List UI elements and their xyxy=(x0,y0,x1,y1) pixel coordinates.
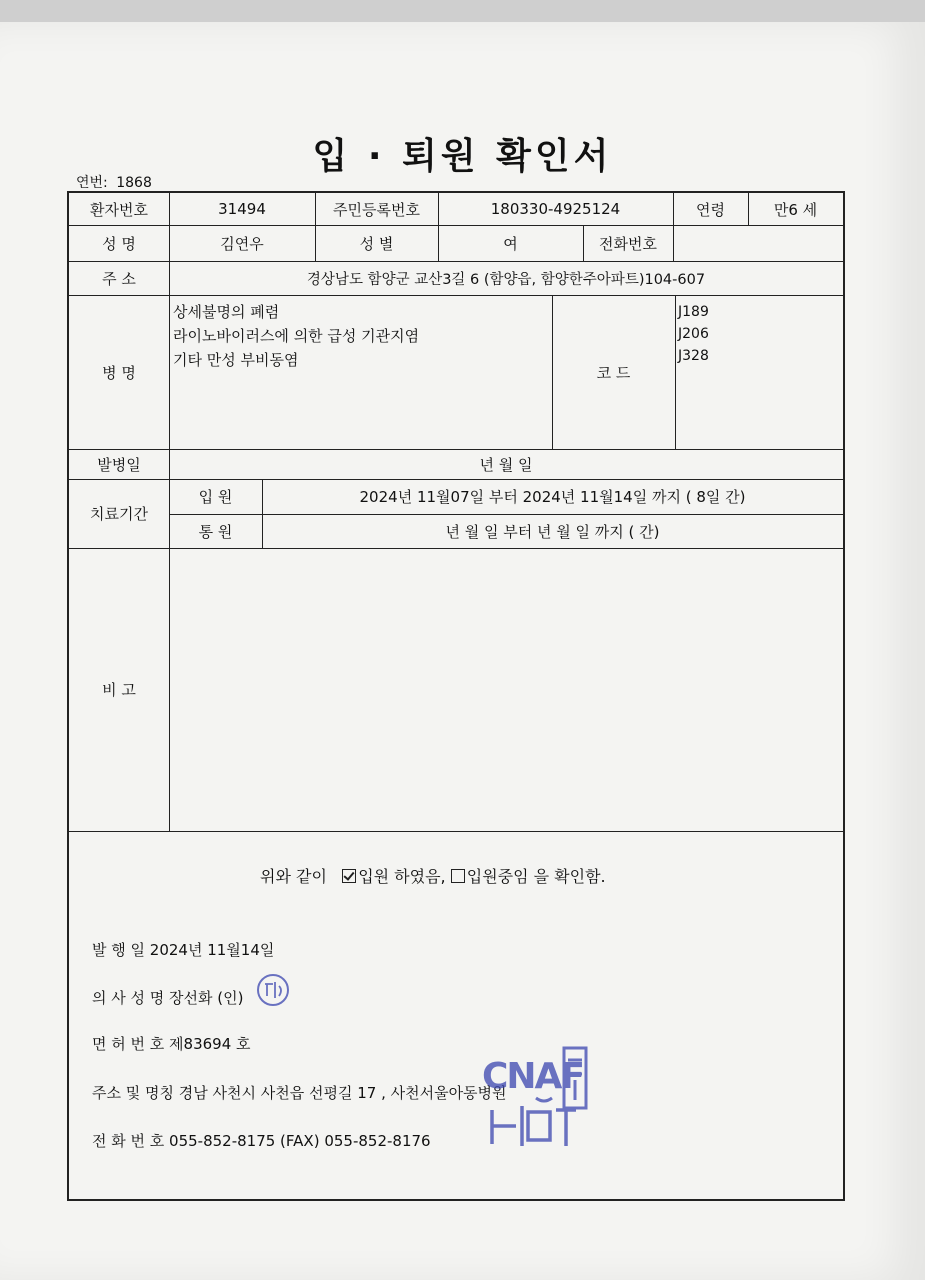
diagnosis-item: 라이노바이러스에 의한 급성 기관지염 xyxy=(173,327,420,345)
serial-number xyxy=(76,172,152,192)
age-label: 연령 xyxy=(696,200,725,219)
code-item: J206 xyxy=(678,326,709,342)
svg-text:CNAF: CNAF xyxy=(482,1056,584,1097)
inpatient-period: 2024년 11월07일 부터 2024년 11월14일 까지 ( 8일 간) xyxy=(359,488,746,506)
document-title: 입 · 퇴원 확인서 xyxy=(312,136,613,177)
address-label: 주 소 xyxy=(102,269,136,288)
phone-value xyxy=(673,225,843,261)
phone-label: 전화번호 xyxy=(599,234,657,253)
confirmation-prefix: 위와 같이 xyxy=(260,867,327,886)
onset-value: 년 월 일 xyxy=(479,455,533,474)
serial-label: 연번: xyxy=(76,175,108,191)
outpatient-label: 통 원 xyxy=(198,522,233,541)
resident-no-label: 주민등록번호 xyxy=(333,200,420,219)
hospital-address: 주소 및 명칭 경남 사천시 사천읍 선평길 17 , 사천서울아동병원 xyxy=(92,1084,507,1102)
inpatient-checkbox xyxy=(451,869,465,883)
treatment-label: 치료기간 xyxy=(90,505,148,523)
admitted-checkbox xyxy=(342,869,356,883)
sex-value: 여 xyxy=(503,234,518,253)
code-item: J328 xyxy=(678,348,709,364)
onset-label: 발병일 xyxy=(97,455,141,474)
address-value: 경상남도 함양군 교산3길 6 (함양읍, 함양한주아파트)104-607 xyxy=(306,271,706,288)
outpatient-period: 년 월 일 부터 년 월 일 까지 ( 간) xyxy=(445,522,660,541)
remarks-label: 비 고 xyxy=(102,681,136,699)
hospital-phone: 전 화 번 호 055-852-8175 (FAX) 055-852-8176 xyxy=(92,1132,431,1150)
sex-label: 성 별 xyxy=(359,234,394,253)
serial-value: 1868 xyxy=(116,175,152,191)
age-value: 만6 세 xyxy=(773,200,818,219)
diagnosis-item: 기타 만성 부비동염 xyxy=(173,351,299,369)
code-item: J189 xyxy=(678,304,709,320)
doctor-seal-stamp xyxy=(255,972,291,1008)
doctor-name: 의 사 성 명 장선화 (인) xyxy=(92,989,244,1007)
confirmation-statement xyxy=(260,864,606,887)
patient-no-label: 환자번호 xyxy=(90,200,148,219)
hospital-seal-stamp xyxy=(478,1040,590,1158)
admitted-option: 입원 하였음, xyxy=(358,867,446,886)
license-number: 면 허 번 호 제83694 호 xyxy=(92,1035,251,1053)
code-label: 코 드 xyxy=(596,363,631,382)
diagnosis-item: 상세불명의 폐렴 xyxy=(173,303,280,321)
name-value: 김연우 xyxy=(220,234,264,253)
inpatient-option: 입원중임 을 확인함. xyxy=(466,867,606,886)
patient-no-value: 31494 xyxy=(218,200,266,218)
name-label: 성 명 xyxy=(102,234,136,253)
diagnosis-label: 병 명 xyxy=(102,363,136,382)
resident-no-value: 180330-4925124 xyxy=(490,200,621,218)
issue-date: 발 행 일 2024년 11월14일 xyxy=(92,941,275,959)
inpatient-label: 입 원 xyxy=(198,488,233,506)
